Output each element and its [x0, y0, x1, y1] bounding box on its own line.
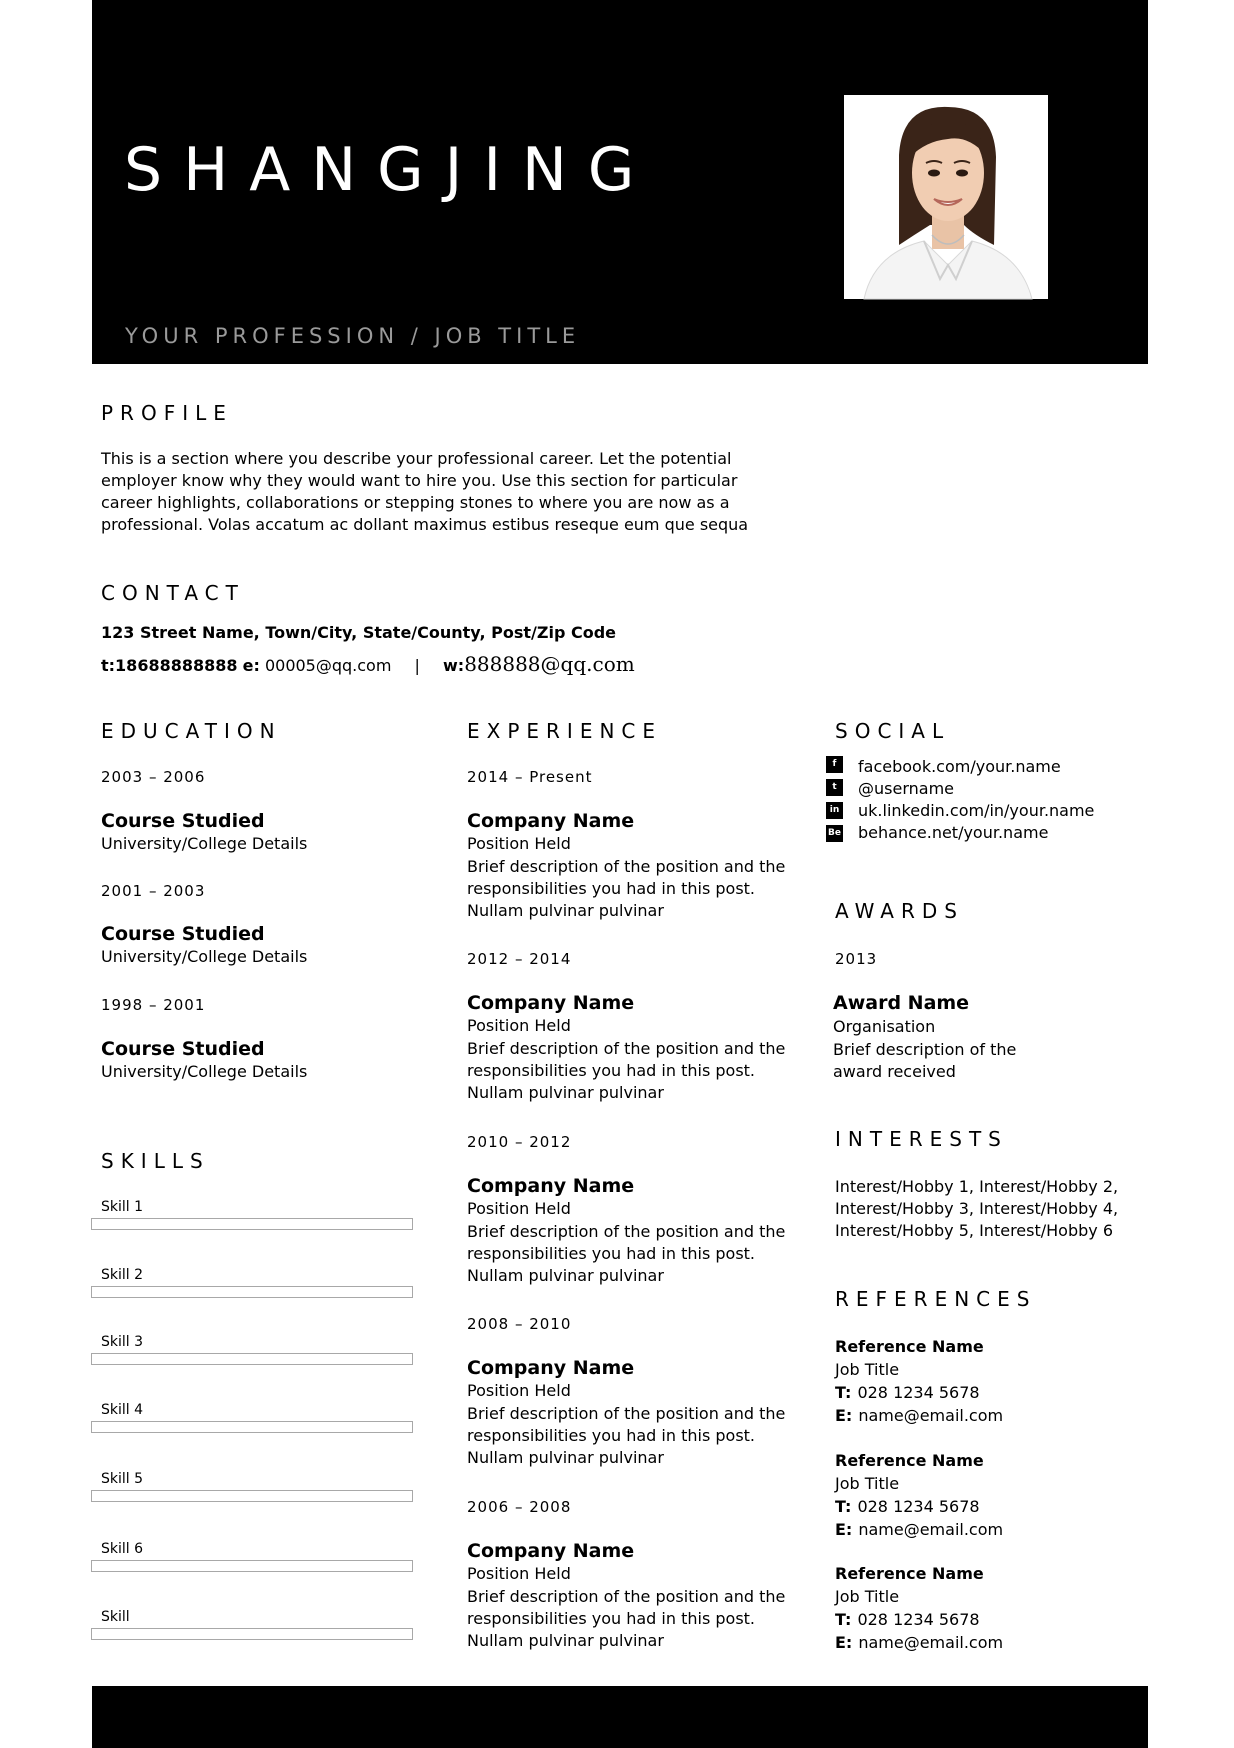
behance-icon[interactable]: Be — [826, 825, 843, 842]
phone-label: T: — [835, 1610, 852, 1629]
skill-bar — [91, 1628, 413, 1640]
education-dates: 1998 – 2001 — [101, 996, 206, 1014]
award-name: Award Name — [833, 992, 970, 1014]
social-facebook-link[interactable]: facebook.com/your.name — [858, 757, 1061, 776]
skill-label: Skill 1 — [101, 1199, 144, 1215]
reference-name: Reference Name — [835, 1337, 984, 1356]
social-twitter-link[interactable]: @username — [858, 779, 954, 798]
contact-line — [101, 652, 635, 676]
contact-address: 123 Street Name, Town/City, State/County, Post/Zip Code — [101, 623, 617, 642]
section-title-contact: CONTACT — [101, 581, 245, 605]
phone-label: T: — [835, 1383, 852, 1402]
email-label: E: — [835, 1406, 853, 1425]
section-title-profile: PROFILE — [101, 401, 233, 425]
experience-company: Company Name — [467, 1540, 635, 1562]
skill-bar — [91, 1421, 413, 1433]
phone-label: T: — [835, 1497, 852, 1516]
education-course: Course Studied — [101, 1038, 265, 1060]
reference-name: Reference Name — [835, 1564, 984, 1583]
experience-company: Company Name — [467, 992, 635, 1014]
education-dates: 2003 – 2006 — [101, 768, 206, 786]
reference-email[interactable]: name@email.com — [858, 1633, 1004, 1652]
experience-company: Company Name — [467, 810, 635, 832]
section-title-interests: INTERESTS — [835, 1127, 1008, 1151]
section-title-skills: SKILLS — [101, 1149, 210, 1173]
contact-email[interactable]: 00005@qq.com — [264, 656, 392, 675]
experience-description: Brief description of the position and the responsibilities you had in this post. Nullam pulvinar pulvinar — [467, 1039, 786, 1102]
award-organisation: Organisation — [833, 1017, 936, 1036]
reference-job-title: Job Title — [835, 1474, 900, 1493]
section-title-awards: AWARDS — [835, 899, 964, 923]
award-description: Brief description of the award received — [833, 1040, 1017, 1081]
reference-name: Reference Name — [835, 1451, 984, 1470]
twitter-icon[interactable]: t — [826, 779, 843, 796]
email-label: e: — [242, 656, 260, 675]
reference-email[interactable]: name@email.com — [858, 1520, 1004, 1539]
reference-job-title: Job Title — [835, 1587, 900, 1606]
contact-separator: | — [414, 656, 420, 675]
reference-email-line — [835, 1632, 1004, 1652]
experience-description: Brief description of the position and the responsibilities you had in this post. Nullam pulvinar pulvinar — [467, 1404, 786, 1467]
website-label: w: — [443, 656, 465, 675]
section-title-education: EDUCATION — [101, 719, 282, 743]
reference-phone-line — [835, 1496, 980, 1518]
profile-photo — [844, 95, 1048, 299]
skill-label: Skill 5 — [101, 1471, 144, 1487]
experience-position: Position Held — [467, 1199, 571, 1218]
profession-title: YOUR PROFESSION / JOB TITLE — [125, 324, 581, 348]
contact-phone: 18688888888 — [115, 656, 238, 675]
experience-company: Company Name — [467, 1175, 635, 1197]
experience-description: Brief description of the position and the responsibilities you had in this post. Nullam pulvinar pulvinar — [467, 1222, 786, 1285]
award-year: 2013 — [835, 950, 878, 968]
skill-label: Skill 4 — [101, 1402, 144, 1418]
experience-description: Brief description of the position and the responsibilities you had in this post. Nullam pulvinar pulvinar — [467, 857, 786, 920]
resume-name: SHANGJING — [124, 135, 656, 205]
experience-dates: 2014 – Present — [467, 768, 593, 786]
reference-email[interactable]: name@email.com — [858, 1406, 1004, 1425]
experience-dates: 2010 – 2012 — [467, 1133, 572, 1151]
linkedin-icon[interactable]: in — [826, 802, 843, 819]
social-linkedin-link[interactable]: uk.linkedin.com/in/your.name — [858, 801, 1095, 820]
education-course: Course Studied — [101, 923, 265, 945]
email-label: E: — [835, 1633, 853, 1652]
profile-text: This is a section where you describe your professional career. Let the potential employer know why they would want to hire you. Use this section for particular career highlights, collaborations or stepping stones to where you are now as a professional. Volas accatum ac dollant maximus estibus reseque eum que sequa — [101, 449, 749, 534]
reference-phone-line — [835, 1609, 980, 1631]
reference-email-line — [835, 1405, 1004, 1425]
phone-label: t: — [101, 656, 116, 675]
reference-email-line — [835, 1519, 1004, 1539]
contact-website[interactable]: 888888@qq.com — [464, 652, 635, 676]
skill-label: Skill — [101, 1609, 130, 1625]
experience-dates: 2012 – 2014 — [467, 950, 572, 968]
reference-phone: 028 1234 5678 — [857, 1383, 980, 1402]
experience-company: Company Name — [467, 1357, 635, 1379]
interests-text: Interest/Hobby 1, Interest/Hobby 2, Interest/Hobby 3, Interest/Hobby 4, Interest/Hobby 5, Interest/Hobby 6 — [835, 1177, 1119, 1240]
section-title-experience: EXPERIENCE — [467, 719, 663, 743]
social-behance-link[interactable]: behance.net/your.name — [858, 823, 1049, 842]
reference-job-title: Job Title — [835, 1360, 900, 1379]
skill-bar — [91, 1353, 413, 1365]
experience-position: Position Held — [467, 1564, 571, 1583]
reference-phone: 028 1234 5678 — [857, 1610, 980, 1629]
email-label: E: — [835, 1520, 853, 1539]
education-course: Course Studied — [101, 810, 265, 832]
reference-phone: 028 1234 5678 — [857, 1497, 980, 1516]
experience-dates: 2008 – 2010 — [467, 1315, 572, 1333]
skill-bar — [91, 1286, 413, 1298]
skill-label: Skill 6 — [101, 1541, 144, 1557]
experience-dates: 2006 – 2008 — [467, 1498, 572, 1516]
skill-label: Skill 2 — [101, 1267, 144, 1283]
reference-phone-line — [835, 1382, 980, 1404]
experience-position: Position Held — [467, 834, 571, 853]
section-title-social: SOCIAL — [835, 719, 951, 743]
skill-bar — [91, 1490, 413, 1502]
education-detail: University/College Details — [101, 947, 308, 966]
skill-bar — [91, 1560, 413, 1572]
skill-bar — [91, 1218, 413, 1230]
education-detail: University/College Details — [101, 1062, 308, 1081]
experience-position: Position Held — [467, 1381, 571, 1400]
footer-band — [92, 1686, 1148, 1748]
experience-description: Brief description of the position and the responsibilities you had in this post. Nullam pulvinar pulvinar — [467, 1587, 786, 1650]
skill-label: Skill 3 — [101, 1334, 144, 1350]
social-list — [826, 756, 1156, 842]
experience-position: Position Held — [467, 1016, 571, 1035]
portrait-image — [844, 95, 1048, 299]
section-title-references: REFERENCES — [835, 1287, 1037, 1311]
education-dates: 2001 – 2003 — [101, 882, 206, 900]
facebook-icon[interactable]: f — [826, 756, 843, 773]
education-detail: University/College Details — [101, 834, 308, 853]
